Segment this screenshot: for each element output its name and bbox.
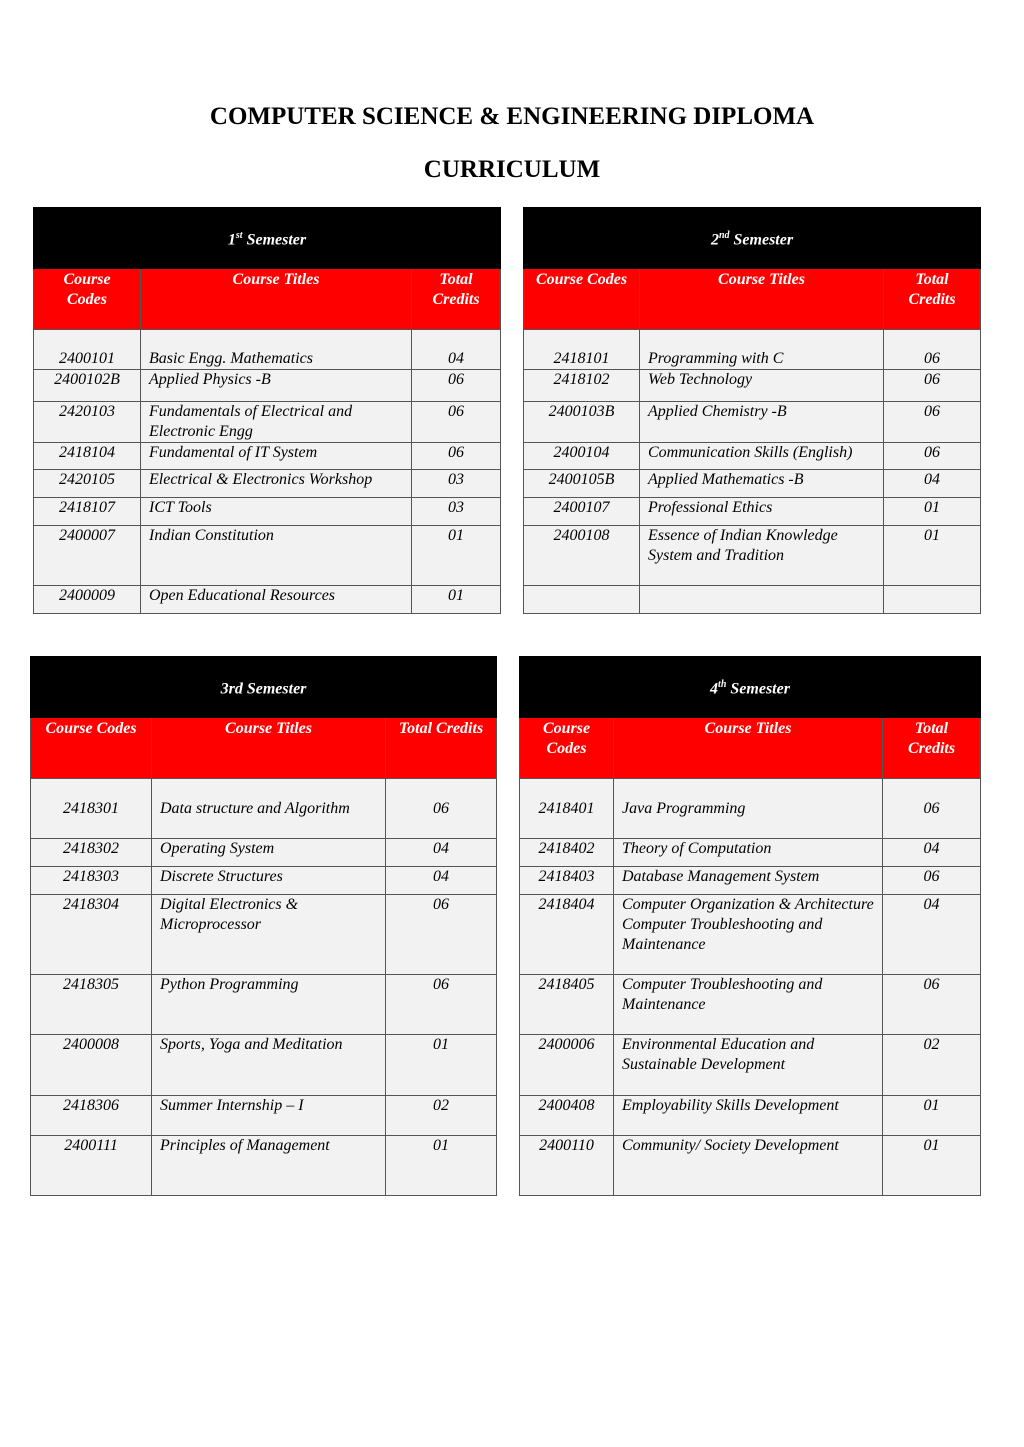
table-row bbox=[34, 586, 501, 614]
table-row bbox=[524, 470, 981, 498]
course-credits: 03 bbox=[412, 498, 501, 526]
course-title: Programming with C bbox=[640, 330, 884, 370]
page-subtitle: CURRICULUM bbox=[423, 156, 601, 183]
course-credits: 06 bbox=[412, 402, 501, 443]
course-credits: 06 bbox=[386, 895, 497, 975]
course-code: 2418305 bbox=[31, 975, 152, 1035]
course-title: Applied Mathematics -B bbox=[640, 470, 884, 498]
course-title: Database Management System bbox=[614, 867, 883, 895]
course-title bbox=[640, 586, 884, 614]
course-code: 2418304 bbox=[31, 895, 152, 975]
course-code: 2418301 bbox=[31, 779, 152, 839]
table-row bbox=[34, 370, 501, 402]
course-credits: 04 bbox=[412, 330, 501, 370]
course-title: Data structure and Algorithm bbox=[152, 779, 386, 839]
course-title: Java Programming bbox=[614, 779, 883, 839]
table-row bbox=[520, 895, 981, 975]
header-total-credits: Total Credits bbox=[386, 718, 497, 779]
course-code: 2420105 bbox=[34, 470, 141, 498]
course-credits: 01 bbox=[386, 1136, 497, 1196]
table-row bbox=[520, 1035, 981, 1096]
course-code: 2400408 bbox=[520, 1096, 614, 1136]
table-row bbox=[520, 839, 981, 867]
course-credits: 04 bbox=[884, 470, 981, 498]
course-title: Professional Ethics bbox=[640, 498, 884, 526]
course-credits: 06 bbox=[884, 330, 981, 370]
course-title: Discrete Structures bbox=[152, 867, 386, 895]
course-code: 2400101 bbox=[34, 330, 141, 370]
semester-1-heading: 1st Semester bbox=[34, 208, 501, 269]
header-total-credits: Total Credits bbox=[412, 269, 501, 330]
course-code bbox=[524, 586, 640, 614]
table-row bbox=[34, 402, 501, 443]
course-title: Essence of Indian Knowledge System and Tradition bbox=[640, 526, 884, 586]
semester-1-table bbox=[33, 207, 501, 614]
course-code: 2400009 bbox=[34, 586, 141, 614]
course-title-main: Computer Organization & Architecture bbox=[622, 896, 874, 913]
course-credits: 04 bbox=[883, 895, 981, 975]
course-code: 2400008 bbox=[31, 1035, 152, 1096]
table-row bbox=[524, 402, 981, 443]
table-row bbox=[34, 330, 501, 370]
course-code: 2420103 bbox=[34, 402, 141, 443]
course-credits: 03 bbox=[412, 470, 501, 498]
course-credits: 06 bbox=[884, 443, 981, 470]
header-course-codes: Course Codes bbox=[31, 718, 152, 779]
course-title: Electrical & Electronics Workshop bbox=[141, 470, 412, 498]
course-credits: 01 bbox=[883, 1136, 981, 1196]
semester-3-table bbox=[30, 656, 497, 1196]
course-credits: 01 bbox=[884, 498, 981, 526]
table-row bbox=[34, 443, 501, 470]
course-title: Theory of Computation bbox=[614, 839, 883, 867]
course-credits: 06 bbox=[412, 443, 501, 470]
semester-2-heading: 2nd Semester bbox=[524, 208, 981, 269]
course-code: 2418401 bbox=[520, 779, 614, 839]
semester-4-table bbox=[519, 656, 981, 1196]
course-credits: 02 bbox=[386, 1096, 497, 1136]
course-title: ICT Tools bbox=[141, 498, 412, 526]
course-title: Sports, Yoga and Meditation bbox=[152, 1035, 386, 1096]
course-credits: 01 bbox=[386, 1035, 497, 1096]
course-code: 2400111 bbox=[31, 1136, 152, 1196]
course-title: Operating System bbox=[152, 839, 386, 867]
course-credits: 01 bbox=[883, 1096, 981, 1136]
course-code: 2400110 bbox=[520, 1136, 614, 1196]
table-row bbox=[34, 526, 501, 586]
course-credits: 01 bbox=[412, 586, 501, 614]
course-title: Communication Skills (English) bbox=[640, 443, 884, 470]
semester-3-heading: 3rd Semester bbox=[31, 657, 497, 718]
table-row bbox=[520, 867, 981, 895]
course-credits: 06 bbox=[884, 402, 981, 443]
course-title: Applied Physics -B bbox=[141, 370, 412, 402]
course-credits: 06 bbox=[386, 779, 497, 839]
course-code: 2418104 bbox=[34, 443, 141, 470]
header-course-titles: Course Titles bbox=[614, 718, 883, 779]
table-row bbox=[520, 779, 981, 839]
table-row bbox=[524, 498, 981, 526]
course-code: 2418102 bbox=[524, 370, 640, 402]
course-code: 2400104 bbox=[524, 443, 640, 470]
course-title: Indian Constitution bbox=[141, 526, 412, 586]
course-code: 2418402 bbox=[520, 839, 614, 867]
course-credits: 06 bbox=[883, 975, 981, 1035]
course-credits: 06 bbox=[386, 975, 497, 1035]
table-row bbox=[31, 1035, 497, 1096]
course-credits: 01 bbox=[412, 526, 501, 586]
table-row bbox=[31, 1136, 497, 1196]
header-total-credits: Total Credits bbox=[883, 718, 981, 779]
course-title: Web Technology bbox=[640, 370, 884, 402]
course-title: Computer Troubleshooting and Maintenance bbox=[614, 975, 883, 1035]
course-credits: 02 bbox=[883, 1035, 981, 1096]
course-credits: 06 bbox=[412, 370, 501, 402]
table-row bbox=[31, 779, 497, 839]
semester-2-table bbox=[523, 207, 981, 614]
table-row bbox=[524, 586, 981, 614]
course-code: 2418306 bbox=[31, 1096, 152, 1136]
table-row bbox=[31, 867, 497, 895]
semester-4-heading: 4th Semester bbox=[520, 657, 981, 718]
course-code: 2400006 bbox=[520, 1035, 614, 1096]
course-title bbox=[614, 895, 883, 975]
course-code: 2418404 bbox=[520, 895, 614, 975]
table-row bbox=[31, 1096, 497, 1136]
course-code: 2400103B bbox=[524, 402, 640, 443]
table-row bbox=[31, 975, 497, 1035]
header-course-codes: Course Codes bbox=[520, 718, 614, 779]
course-credits: 04 bbox=[386, 839, 497, 867]
course-code: 2400108 bbox=[524, 526, 640, 586]
course-title: Fundamentals of Electrical and Electronic Engg bbox=[141, 402, 412, 443]
course-code: 2400107 bbox=[524, 498, 640, 526]
table-row bbox=[520, 975, 981, 1035]
course-title-extra: Computer Troubleshooting and Maintenance bbox=[622, 916, 823, 953]
course-credits: 04 bbox=[386, 867, 497, 895]
course-code: 2418101 bbox=[524, 330, 640, 370]
page-title: COMPUTER SCIENCE & ENGINEERING DIPLOMA bbox=[209, 103, 815, 130]
course-title: Summer Internship – I bbox=[152, 1096, 386, 1136]
header-total-credits: Total Credits bbox=[884, 269, 981, 330]
course-title: Principles of Management bbox=[152, 1136, 386, 1196]
course-title: Basic Engg. Mathematics bbox=[141, 330, 412, 370]
course-code: 2418403 bbox=[520, 867, 614, 895]
table-row bbox=[31, 895, 497, 975]
course-credits: 01 bbox=[884, 526, 981, 586]
course-title: Environmental Education and Sustainable Development bbox=[614, 1035, 883, 1096]
header-course-titles: Course Titles bbox=[141, 269, 412, 330]
course-credits: 06 bbox=[883, 867, 981, 895]
course-title: Fundamental of IT System bbox=[141, 443, 412, 470]
table-row bbox=[520, 1096, 981, 1136]
table-row bbox=[34, 470, 501, 498]
course-title: Applied Chemistry -B bbox=[640, 402, 884, 443]
course-title: Community/ Society Development bbox=[614, 1136, 883, 1196]
course-credits: 06 bbox=[884, 370, 981, 402]
header-course-codes: Course Codes bbox=[34, 269, 141, 330]
table-row bbox=[31, 839, 497, 867]
course-code: 2418303 bbox=[31, 867, 152, 895]
table-row bbox=[524, 370, 981, 402]
table-row bbox=[524, 330, 981, 370]
course-code: 2418302 bbox=[31, 839, 152, 867]
course-title: Open Educational Resources bbox=[141, 586, 412, 614]
course-code: 2400007 bbox=[34, 526, 141, 586]
course-title: Digital Electronics & Microprocessor bbox=[152, 895, 386, 975]
table-row bbox=[520, 1136, 981, 1196]
course-credits bbox=[884, 586, 981, 614]
course-credits: 06 bbox=[883, 779, 981, 839]
course-code: 2418107 bbox=[34, 498, 141, 526]
header-course-titles: Course Titles bbox=[152, 718, 386, 779]
course-code: 2400102B bbox=[34, 370, 141, 402]
course-title: Employability Skills Development bbox=[614, 1096, 883, 1136]
table-row bbox=[34, 498, 501, 526]
table-row bbox=[524, 443, 981, 470]
header-course-codes: Course Codes bbox=[524, 269, 640, 330]
table-row bbox=[524, 526, 981, 586]
course-title: Python Programming bbox=[152, 975, 386, 1035]
course-code: 2400105B bbox=[524, 470, 640, 498]
header-course-titles: Course Titles bbox=[640, 269, 884, 330]
course-credits: 04 bbox=[883, 839, 981, 867]
course-code: 2418405 bbox=[520, 975, 614, 1035]
